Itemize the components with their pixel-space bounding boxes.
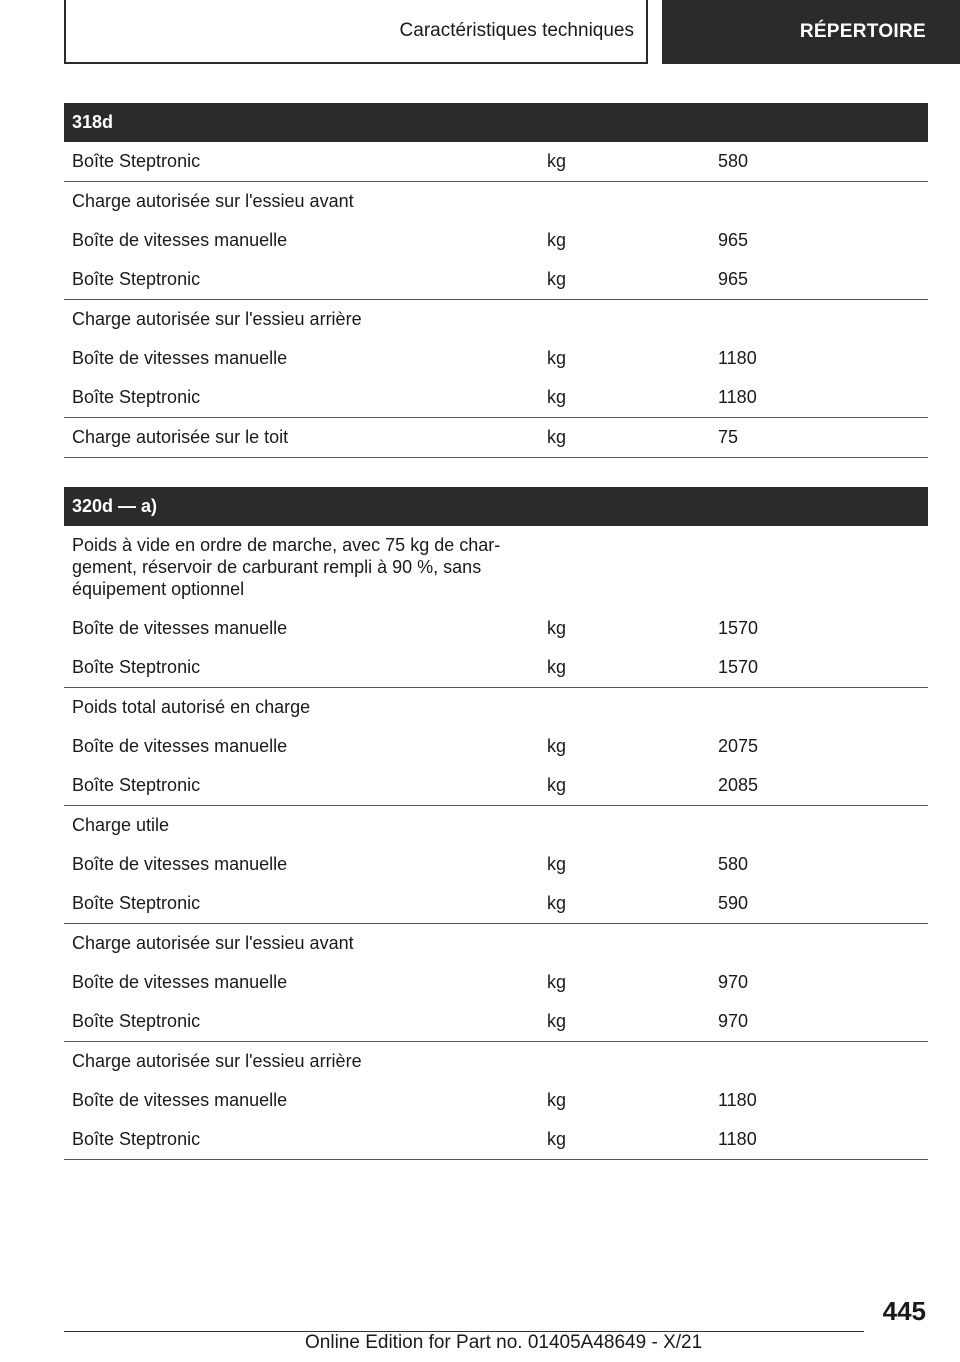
row-unit: kg [547,1011,567,1031]
row-value [710,696,928,718]
row-unit [539,308,710,330]
row-label: Boîte Steptronic [72,1011,201,1031]
row-label: Poids total autorisé en charge [72,697,311,717]
row-value: 970 [718,1011,749,1031]
row-label: Charge autorisée sur l'essieu avant [72,191,354,211]
row-group [64,418,928,458]
table-row [64,924,928,963]
row-unit [539,696,710,718]
row-unit: kg [547,657,567,677]
row-unit [539,1050,710,1072]
row-unit: kg [547,1129,567,1149]
tab-repertoire-label: RÉPERTOIRE [799,21,926,42]
row-value: 1180 [718,387,757,407]
row-label: Boîte de vitesses manuelle [72,1090,288,1110]
row-value: 2085 [718,775,759,795]
row-label: Boîte de vitesses manuelle [72,854,288,874]
row-unit: kg [547,972,567,992]
row-value [710,932,928,954]
row-value: 1570 [718,657,759,677]
row-group [64,182,928,300]
header-section-title: Caractéristiques techniques [399,20,634,41]
row-label: Boîte de vitesses manuelle [72,736,288,756]
row-value: 970 [718,972,749,992]
row-value: 580 [718,151,749,171]
table-row [64,378,928,417]
table-row [64,884,928,923]
table-row [64,609,928,648]
row-unit: kg [547,387,567,407]
row-label: Boîte Steptronic [72,269,201,289]
row-value: 2075 [718,736,759,756]
row-value: 1180 [718,348,757,368]
row-label: Boîte Steptronic [72,657,201,677]
header-section-title-box [64,0,648,64]
section-title: 318d [64,103,928,142]
section-title: 320d — a) [64,487,928,526]
row-unit: kg [547,854,567,874]
row-value: 1180 [718,1129,757,1149]
row-unit: kg [547,618,567,638]
row-unit: kg [547,230,567,250]
row-unit [539,190,710,212]
row-value: 965 [718,269,749,289]
table-row [64,766,928,805]
row-group [64,526,928,688]
row-label: Boîte Steptronic [72,1129,201,1149]
table-row [64,845,928,884]
row-unit: kg [547,151,567,171]
row-unit [539,534,710,600]
row-label: Boîte Steptronic [72,775,201,795]
row-value [710,534,928,600]
table-row [64,526,928,609]
row-value: 965 [718,230,749,250]
row-label: Charge autorisée sur l'essieu avant [72,933,354,953]
page-number: 445 [882,1296,926,1326]
row-value [710,308,928,330]
table-row [64,300,928,339]
spec-table-318d [64,103,928,458]
row-label: Boîte Steptronic [72,893,201,913]
row-value [710,190,928,212]
row-group [64,142,928,182]
row-label: Boîte de vitesses manuelle [72,348,288,368]
row-value [710,1050,928,1072]
table-row [64,806,928,845]
row-value: 590 [718,893,749,913]
row-group [64,1042,928,1160]
row-group [64,924,928,1042]
row-label: Charge autorisée sur le toit [72,427,289,447]
row-unit: kg [547,269,567,289]
row-value: 75 [718,427,739,447]
table-row [64,727,928,766]
row-value: 580 [718,854,749,874]
spec-table-320d [64,487,928,1160]
row-label: Boîte de vitesses manuelle [72,618,288,638]
row-label: Charge utile [72,815,170,835]
table-row [64,648,928,687]
row-label: Poids à vide en ordre de marche, avec 75 kg de char- gement, réservoir de carburant rempli à 90 %, sans équipement optionnel [72,535,501,599]
table-row [64,339,928,378]
row-value: 1180 [718,1090,757,1110]
row-unit: kg [547,348,567,368]
table-row [64,1002,928,1041]
table-row [64,1042,928,1081]
row-unit [539,932,710,954]
row-unit: kg [547,1090,567,1110]
table-row [64,688,928,727]
tab-repertoire[interactable] [662,0,960,64]
table-row [64,142,928,181]
table-row [64,418,928,457]
table-row [64,1120,928,1159]
row-unit: kg [547,736,567,756]
row-group [64,688,928,806]
row-value [710,814,928,836]
row-label: Boîte Steptronic [72,151,201,171]
row-label: Charge autorisée sur l'essieu arrière [72,309,362,329]
row-label: Boîte de vitesses manuelle [72,972,288,992]
edition-info: Online Edition for Part no. 01405A48649 - X/21 [305,1332,703,1353]
table-row [64,182,928,221]
table-row [64,260,928,299]
row-unit: kg [547,893,567,913]
table-row [64,221,928,260]
row-unit: kg [547,775,567,795]
row-unit [539,814,710,836]
row-label: Boîte Steptronic [72,387,201,407]
row-label: Charge autorisée sur l'essieu arrière [72,1051,362,1071]
table-row [64,963,928,1002]
table-row [64,1081,928,1120]
row-value: 1570 [718,618,759,638]
row-group [64,300,928,418]
row-unit: kg [547,427,567,447]
row-label: Boîte de vitesses manuelle [72,230,288,250]
row-group [64,806,928,924]
